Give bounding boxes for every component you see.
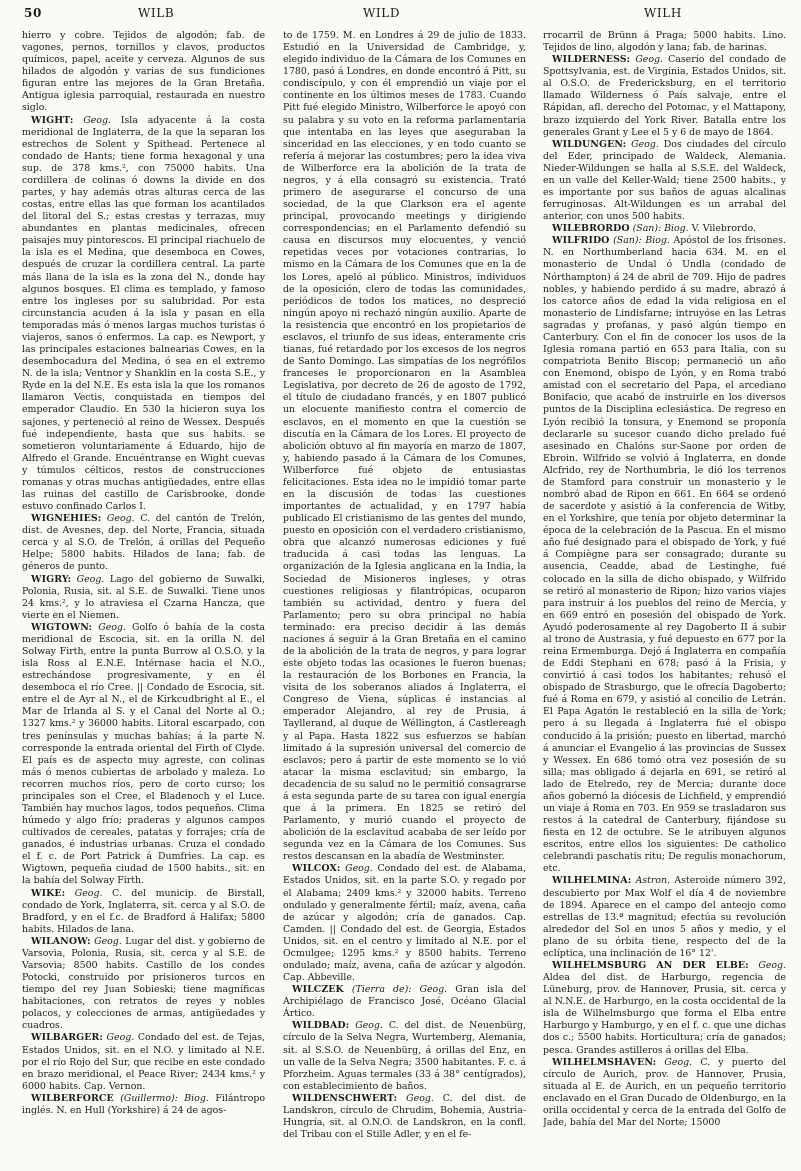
text-column-2 [283,30,526,1162]
entry-headword: WILFRIDO [552,235,610,247]
entry-category: Geog. [106,1032,135,1044]
dictionary-entry [22,936,265,1033]
entry-continuation [22,30,265,115]
entry-category: Geog. [631,138,659,150]
entry-text: Aldea del dist. de Harburgo, regencia de Lüneburg, prov. de Hannover, Prusia, sit. cerca y al N.N.E. de Harburgo, en la costa occidental de la isla de Wilhelmsburgo que forma el Elba entre Harburgo y Hamburgo, y en el f. c. que une dichas dos c.; 5500 habits. Horticultura; cría de ganados; pesca. Grandes astilleros á orillas del Elba. [543,972,786,1056]
entry-headword: WILANOW: [31,935,91,947]
entry-headword: WILEBRORDO [552,223,630,235]
page-header [0,6,801,26]
entry-continuation [543,30,786,54]
entry-text: Asteroide número 392, descubierto por Max Wolf el día 4 de noviembre de 1894. Aparece en el campo del anteojo como estrellas de 13.ª magnitud; efectúa su revolución alrededor del Sol en unos 5 años y medio, y el plano de su órbita tiene, respecto del de la eclíptica, una inclinación de 16° 12'. [543,875,786,959]
entry-category: Astron. [635,875,671,887]
dictionary-entry [543,223,786,235]
dictionary-entry [283,863,526,984]
entry-category: Geog. [406,1092,434,1104]
entry-headword: WIGHT: [31,114,74,126]
entry-text: C. del cantón de Trelón, dist. de Avesnes, dep. del Norte, Francia, situada cerca y al S.O. de Trelón, á orillas del Pequeño Helpe; 5800 habits. Hilados de lana; fab. de géneros de punto. [22,513,265,573]
entry-text: C. del dist. de Neuenbürg, círculo de la Selva Negra, Wurtemberg, Alemania, sit. al S.S.O. de Neuenbürg, á orillas del Enz, en un valle de la Selva Negra; 3500 habitantes. F. c. á Pforzheim. Aguas termales (33 á 38° centígrados), con establecimiento de baños. [283,1020,526,1092]
entry-text: Golfo ó bahía de la costa meridional de Escocia, sit. en la orilla N. del Solway Firth, entre la punta Burrow al O.S.O. y la isla Ross al E.N.E. Intérnase hacia el N.O., estrechándose progresivamente, y en él desemboca el río Cree. || Condado de Escocia, sit. entre el de Ayr al N., el de Kirkcudbright al E., el Mar de Irlanda al S. y el Canal del Norte al O.; 1327 kms.² y 36000 habits. Litoral escarpado, con tres penínsulas y muchas bahías; á la parte N. corresponde la entrada oriental del Firth of Clyde. El país es de aspecto muy agreste, con colinas más ó menos cubiertas de arbolado y maleza. Lo recorren muchos ríos, pero de corto curso; los principales son el Cree, el Bladenoch y el Luce. También hay muchos lagos, todos pequeños. Clima húmedo y algo frío; praderas y algunos campos cultivados de cereales, patatas y forrajes; cría de ganados, é industrias urbanas. Cruza el condado el f. c. de Port Patrick á Dumfries. La cap. es Wigtown, pequeña ciudad de 1500 habits., sit. en la bahía del Solway Firth. [22,621,265,887]
entry-category: Geog. [345,863,373,875]
entry-text: Dos ciudades del círculo del Eder, principado de Waldeck, Alemania. Nieder-Wildungen se halla al S.S.E. del Waldeck, en un valle del Keller-Wald; tiene 2500 habits., y es importante por sus baños de aguas alcalinas ferruginosas. Alt-Wildungen es un arrabal del anterior, con unos 500 habits. [543,138,786,223]
dictionary-entry [22,1032,265,1092]
entry-text: C. del municip. de Birstall, condado de York, Inglaterra, sit. cerca y al S.O. de Bradford, y en el f.c. de Bradford á Halifax; 5800 habits. Hilados de lana. [22,887,265,935]
entry-text: Condado del est. de Alabama, Estados Unidos, sit. en la parte S.O. y regado por el Alabama; 2409 kms.² y 32000 habits. Terreno ondulado y generalmente fértil; maíz, avena, caña de azúcar y algodón; cría de ganados. Cap. Camden. || Condado del est. de Georgia, Estados Unidos, sit. en el centro y limitado al N.E. por el Ocmulgee; 1295 kms.² y 8500 habits. Terreno ondulado; maíz, avena, caña de azúcar y algodón. Cap. Abbeville. [283,863,526,984]
entry-headword: WIGTOWN: [31,621,93,633]
entry-headword: WILDENSCHWERT: [292,1092,398,1104]
right-running-head: WILH [644,6,682,20]
entry-category: Geog. [76,573,105,585]
entry-headword: WILCOX: [292,863,341,875]
dictionary-entry [22,622,265,888]
entry-category: (San): Biog. [613,235,670,247]
entry-category: Geog. [664,1056,693,1068]
entry-headword: WILDBAD: [292,1020,350,1032]
dictionary-entry [22,513,265,573]
entry-headword: WILHELMSBURG AN DER ELBE: [552,960,749,972]
entry-text: C. y puerto del círculo de Aurich, prov. de Hannover, Prusia, situada al E. de Aurich, en un pequeño territorio enclavado en el Gran Ducado de Oldenburgo, en la orilla occidental y cerca de la entrada del Golfo de Jade, bahía del Mar del Norte; 15000 [543,1056,786,1129]
entry-category: (Tierra de): Geog. [351,984,448,996]
dictionary-entry [22,574,265,622]
entry-headword: WILCZEK [292,984,344,996]
entry-headword: WILBARGER: [31,1032,103,1044]
entry-text: Filántropo inglés. N. en Hull (Yorkshire) á 24 de agos- [22,1092,265,1116]
entry-category: Geog. [758,960,786,972]
center-running-head: WILD [363,6,401,20]
entry-text: to de 1759. M. en Londres á 29 de julio de 1833. Estudió en la Universidad de Cambridge, y, elegido individuo de la Cámara de los Comunes en 1780, pasó á Londres, en donde encontró á Pitt, su condiscípulo, y con él emprendió un viaje por el continente en los últimos meses de 1783. Cuando Pitt fué elegido Ministro, Wilberforce le apoyó con su palabra y su voto en la reforma parlamentaria que intentaba en las leyes que aseguraban la sinceridad en las elecciones, y en todo cuanto se refería á mejorar las costumbres; pero la idea viva de Wilberforce era la abolición de la trata de negros, y á ella consagró su existencia. Trató primero de asegurarse el concurso de una sociedad, de la que Clarkson era el agente principal, provocando meetings y dirigiendo correspondencias; en el Parlamento defendió su causa en discursos muy elocuentes, y venció repetidas veces por votaciones contrarias, lo mismo en la Cámara de los Comunes que en la de los Lores, apeló al público. Ministros, individuos de la oposición, clero de todas las comunidades, periódicos de todos los matices, no despreció ningún apoyo ni rechazó ningún auxilio. Aparte de la resistencia que encontró en los propietarios de esclavos, el triunfo de sus ideas, enteramente cris tianas, fué retardado por los excesos de los negros de Santo Domingo. Las simpatías de los negrófilos franceses le proporcionaron en la Asamblea Legislativa, por decreto de 26 de agosto de 1792, el título de ciudadano francés, y en 1807 publicó un elocuente manifiesto contra el comercio de esclavos, en el momento en que la cuestión se discutía en la Cámara de los Lores. El proyecto de abolición obtuvo al fin mayoría en marzo de 1807, y, habiendo pasado á la Cámara de los Comunes, Wilberforce fué objeto de entusiastas felicitaciones. Esta idea no le impidió tomar parte en la discusión de todas las cuestiones importantes de actualidad, y en 1797 había publicado El cristianismo de las gentes del mundo, puesto en oposición con el verdadero cristianismo, obra que alcanzó numerosas ediciones y fué traducida á casi todas las lenguas. La organización de la Iglesia anglicana en la India, la Sociedad de Misioneros ingleses, y otras cuestiones religiosas y filantrópicas, ocuparon también su actividad, dentro y fuera del Parlamento; pero su obra principal no había terminado: era preciso decidir á las demás naciones á seguir á la Gran Bretaña en el camino de la abolición de la trata de negros, y para lograr este objeto todas las ocasiones le fueron buenas; la restauración de los Borbones en Francia, la visita de los soberanos aliados á Inglaterra, el Congreso de Viena, súplicas é instancias al emperador Alejandro, al rey de Prusia, á Tayllerand, al duque de Wéllington, á Castlereagh y al Papa. Hasta 1822 sus esfuerzos se habían limitado á la supresión universal del comercio de esclavos; pero á partir de este momento se lo vió atacar la misma esclavitud; sin embargo, la decadencia de su salud no le permitió consagrarse á esta segunda parte de su tarea con igual energía que á la primera. En 1825 se retiró del Parlamento, y murió cuando el proyecto de abolición de la esclavitud acababa de ser leído por segunda vez en la Cámara de los Comunes. Sus restos descansan en la abadía de Westminster. [283,30,526,863]
entry-text: Isla adyacente á la costa meridional de Inglaterra, de la que la separan los estrechos de Solent y Spithead. Pertenece al condado de Hants; tiene forma hexagonal y una sup. de 378 kms.², con 75000 habits. Una cordillera de colinas ó downs la divide en dos partes, y hay además otras alturas cerca de las costas, entre ellas las que forman los acantilados del litoral del S.; estas crestas y terrazas, muy abundantes en plantas medicinales, ofrecen paisajes muy pintorescos. El principal riachuelo de la isla es el Medina, que desemboca en Cowes, después de cruzar la cordillera central. La parte más llana de la isla es la zona del N., donde hay algunos bosques. El clima es templado, y famoso entre los ingleses por su salubridad. Por esta circunstancia acuden á la isla y pasan en ella temporadas más ó menos largas muchos turistas ó viajeros, sanos ó enfermos. La cap. es Newport, y las principales estaciones balnearias Cowes, en la desembocadura del Medina, ó sea en el extremo N. de la isla; Ventnor y Shanklin en la costa S.E., y Ryde en la del N.E. Es esta isla la que los romanos llamaron Vectis, conquistada en tiempos del emperador Claudio. En 530 la hicieron suya los sajones, y perteneció al reino de Wessex. Después fué independiente, hasta que sus habits. se sometieron voluntariamente á Eduardo, hijo de Alfredo el Grande. Encuéntranse en Wight cuevas y túmulos célticos, restos de construcciones romanas y otras muchas antigüedades, entre ellas las ruinas del castillo de Carisbrooke, donde estuvo confinado Carlos I. [22,114,265,513]
entry-text: C. del dist. de Landskron, círculo de Chrudim, Bohemia, Austria-Hungría, sit. al O.N.O. de Landskron, en la confl. del Tribau con el Stille Adler, y en el fe- [283,1092,526,1141]
entry-headword: WILDERNESS: [552,54,631,66]
dictionary-entry [543,1057,786,1129]
entry-text: V. Vilebrordo. [691,223,756,235]
dictionary-entry [283,1020,526,1092]
dictionary-entry [283,984,526,1020]
dictionary-entry [543,54,786,139]
entry-text: Caserío del condado de Spottsylvania, est. de Virginia, Estados Unidos, sit. al O.S.O. de Fredericksburg, en el territorio llamado Wilderness ó País salvaje, entre el Rápidan, afl. derecho del Potomac, y el Mattapony, brazo izquierdo del York River. Batalla entre los generales Grant y Lee el 5 y 6 de mayo de 1864. [543,54,786,138]
text-column-3 [543,30,786,1162]
entry-text: Gran isla del Archipiélago de Francisco José, Océano Glacial Ártico. [283,984,526,1020]
entry-category: Geog. [98,621,126,633]
entry-category: (San): Biog. [632,223,689,235]
entry-headword: WIGNEHIES: [31,513,102,525]
dictionary-entry [22,115,265,514]
dictionary-entry [543,960,786,1057]
dictionary-entry [22,888,265,936]
entry-text: Condado del est. de Tejas, Estados Unidos, sit. en el N.O. y limitado al N.E. por el río Rojo del Sur, que recibe en este condado en brazo meridional, el Peace River; 2434 kms.² y 6000 habits. Cap. Vernon. [22,1032,265,1092]
entry-text: hierro y cobre. Tejidos de algodón; fab. de vagones, pernos, tornillos y clavos, productos químicos, papel, aceite y cerveza. Algunos de sus hilados de algodón y varias de sus fundiciones figuran entre las mejores de la Gran Bretaña. Antigua iglesia parroquial, restaurada en nuestro siglo. [22,30,265,114]
entry-text: Apóstol de los frisones. N. en Northumberland hacia 634. M. en el monasterio de Undal ó Undla (condado de Nórthampton) á 24 de abril de 709. Hijo de padres nobles, y habiendo perdido á su madre, abrazó á los catorce años de edad la vida religiosa en el monasterio de Lindisfarne; intruyóse en las Letras sagradas y profanas, y pasó algún tiempo en Canterbury. Con el fin de conocer los usos de la Iglesia romana partió en 653 para Italia, con su compatriota Benito Biscop; permaneció un año con Enemond, obispo de Lyón, y en Roma trabó amistad con el secretario del Papa, el arcediano Bonifacio, que acabó de instruirle en los diversos puntos de la Disciplina eclesiástica. De regreso en Lyón recibió la tonsura, y Enemond se proponía declararle su sucesor cuando dicho prelado fué asesinado en Chalóns sur-Saone por orden de Ebroin. Wilfrido se volvió á Inglaterra, en donde Alcfrido, rey de Northumbria, le dió los terrenos de Stamford para construir un monasterio y le nombró abad de Ripon en 661. En 664 se ordenó de sacerdote y asistió á la conferencia de Witby, en el Yorkshire, que tenía por objeto determinar la época de la celebración de la Pascua. En el mismo año fué designado para el obispado de York, y fué á Compiègne para ser consagrado; durante su ausencia, Ceadde, abad de Lestinghe, fué colocado en la silla de dicho obispado, y Wilfrido se retiró al monasterio de Ripon; hizo varios viajes para instruir á los pueblos del reino de Mercia, y en 669 entró en posesión del obispado de York. Ayudó poderosamente al rey Dagoberto II á subir al trono de Austrasia, y fué depuesto en 677 por la reina Ermemburga. Dejó á Inglaterra en compañía de Eddi Stephani en 678; pasó á la Frisia, y convirtió á casi todos los habitantes; rehusó el obispado de Strasburgo, que le ofrecía Dagoberto; fué á Roma en 679, y asistió al concilio de Letrán. El Papa Agatón le restableció en la silla de York; pero á su llegada á Inglaterra fué el obispo conducido á la prisión; puesto en libertad, marchó á anunciar el Evangelio á las provincias de Sussex y Wessex. En 686 tomó otra vez posesión de su silla; mas obligado á dejarla en 691, se retiró al lado de Etelredo, rey de Mercia; durante doce años gobernó la diócesis de Lichfield, y emprendió un viaje á Roma en 703. En 959 se trasladaron sus restos á la catedral de Canterbury, fijándose su fiesta en 12 de octubre. Se le atribuyen algunos escritos, entre ellos los siguientes: De catholico celebrandi paschatis ritu; De regulis monachorum, etc. [543,235,786,875]
dictionary-entry [22,1093,265,1117]
entry-category: Geog. [74,887,103,899]
entry-category: Geog. [83,114,111,126]
entry-headword: WIGRY: [31,573,72,585]
dictionary-entry [543,235,786,875]
left-running-head: WILB [138,6,175,20]
entry-text: rrocarril de Brünn á Praga; 5000 habits. Lino. Tejidos de lino, algodón y lana; fab. de harinas. [543,30,786,54]
entry-category: Geog. [355,1020,383,1032]
entry-headword: WILBERFORCE [31,1092,114,1104]
entry-headword: WILHELMSHAVEN: [552,1056,657,1068]
entry-headword: WIKE: [31,887,66,899]
entry-category: Geog. [94,935,122,947]
entry-headword: WILDUNGEN: [552,138,627,150]
dictionary-entry [543,139,786,224]
entry-category: (Guillermo): Biog. [120,1092,209,1104]
page-number: 50 [24,6,42,20]
entry-headword: WILHELMINA: [552,875,632,887]
entry-category: Geog. [106,513,135,525]
entry-text: Lago del gobierno de Suwalki, Polonia, Rusia, sit. al S.E. de Suwalki. Tiene unos 24 kms.², y lo atraviesa el Czarna Hancza, que vierte en el Niemen. [22,573,265,621]
entry-category: Geog. [635,54,663,66]
dictionary-entry [543,875,786,960]
dictionary-entry [283,1093,526,1141]
entry-text: Lugar del dist. y gobierno de Varsovia, Polonia, Rusia, sit. cerca y al S.E. de Varsovia; 8500 habits. Castillo de los condes Potocki, construido por prisioneros turcos en tiempo del rey Juan Sobieski; tiene magníficas habitaciones, con retratos de reyes y nobles polacos, y colecciones de armas, antigüedades y cuadros. [22,935,265,1032]
text-column-1 [22,30,265,1162]
entry-continuation [283,30,526,863]
